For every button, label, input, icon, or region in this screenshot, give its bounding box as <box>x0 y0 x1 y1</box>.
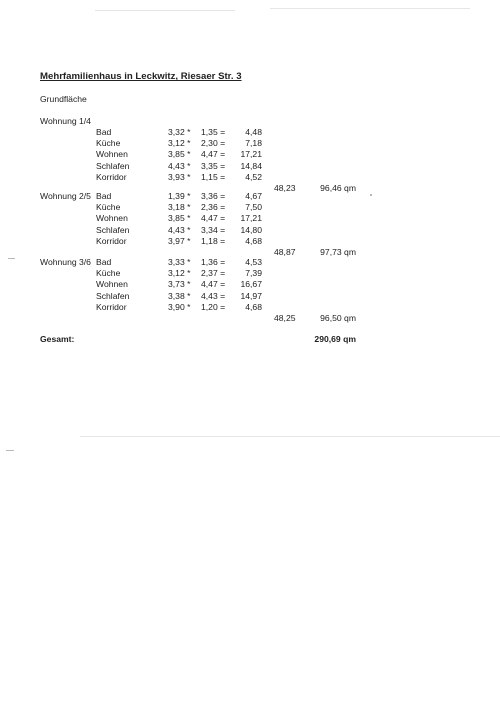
scan-artifact <box>370 194 372 196</box>
room-width: 3,32 * <box>168 127 191 137</box>
room-width: 4,43 * <box>168 160 191 171</box>
apartment-subtotal: 48,25 <box>274 313 296 323</box>
room-length: 1,35 = <box>201 127 226 137</box>
grand-total-value: 290,69 qm <box>314 334 356 344</box>
room-length: 4,47 = <box>201 279 226 290</box>
room-length: 1,36 = <box>201 257 226 267</box>
room-width: 3,12 * <box>168 138 191 149</box>
room-width: 3,18 * <box>168 202 191 213</box>
apartment-total: 96,50 qm <box>320 313 356 323</box>
scan-artifact <box>8 258 15 259</box>
scan-artifact <box>80 436 500 437</box>
room-name: Wohnen <box>96 149 128 160</box>
room-length: 4,47 = <box>201 149 226 160</box>
room-area: 14,80 <box>240 224 262 235</box>
apartment-total: 96,46 qm <box>320 183 356 193</box>
room-name: Wohnen <box>96 279 128 290</box>
scan-artifact <box>270 8 470 9</box>
room-name: Bad <box>96 191 112 201</box>
room-name: Küche <box>96 268 121 279</box>
room-length: 3,36 = <box>201 191 226 201</box>
grand-total-label: Gesamt: <box>40 334 75 344</box>
room-area: 7,18 <box>245 138 262 149</box>
room-length: 3,34 = <box>201 224 226 235</box>
scan-artifact <box>6 450 14 451</box>
room-area: 17,21 <box>240 213 262 224</box>
room-area: 4,67 <box>245 191 262 201</box>
room-area: 17,21 <box>240 149 262 160</box>
room-area: 4,68 <box>245 235 262 246</box>
room-width: 3,33 * <box>168 257 191 267</box>
room-area: 7,39 <box>245 268 262 279</box>
room-area: 14,84 <box>240 160 262 171</box>
apartment-subtotal: 48,87 <box>274 247 296 257</box>
room-name: Bad <box>96 127 112 137</box>
apartment-name: Wohnung 2/5 <box>40 191 91 201</box>
apartment-name: Wohnung 3/6 <box>40 257 91 267</box>
room-length: 1,20 = <box>201 301 226 312</box>
room-name: Korridor <box>96 301 127 312</box>
room-area: 4,53 <box>245 257 262 267</box>
room-name: Bad <box>96 257 112 267</box>
room-area: 4,52 <box>245 171 262 182</box>
room-area: 4,68 <box>245 301 262 312</box>
room-name: Korridor <box>96 235 127 246</box>
room-area: 16,67 <box>240 279 262 290</box>
scan-artifact <box>95 10 235 11</box>
room-name: Küche <box>96 202 121 213</box>
apartment-name: Wohnung 1/4 <box>40 116 91 126</box>
room-name: Küche <box>96 138 121 149</box>
document-title: Mehrfamilienhaus in Leckwitz, Riesaer Str. 3 <box>40 71 242 82</box>
room-area: 14,97 <box>240 290 262 301</box>
room-width: 3,90 * <box>168 301 191 312</box>
apartment-subtotal: 48,23 <box>274 183 296 193</box>
room-width: 3,73 * <box>168 279 191 290</box>
room-width: 3,85 * <box>168 213 191 224</box>
room-width: 3,12 * <box>168 268 191 279</box>
room-name: Wohnen <box>96 213 128 224</box>
room-width: 3,93 * <box>168 171 191 182</box>
apartment-total: 97,73 qm <box>320 247 356 257</box>
room-length: 4,47 = <box>201 213 226 224</box>
room-width: 3,85 * <box>168 149 191 160</box>
room-length: 1,15 = <box>201 171 226 182</box>
room-length: 3,35 = <box>201 160 226 171</box>
room-area: 4,48 <box>245 127 262 137</box>
room-name: Korridor <box>96 171 127 182</box>
room-length: 2,30 = <box>201 138 226 149</box>
room-area: 7,50 <box>245 202 262 213</box>
room-width: 4,43 * <box>168 224 191 235</box>
room-name: Schlafen <box>96 290 130 301</box>
room-width: 3,38 * <box>168 290 191 301</box>
room-name: Schlafen <box>96 160 130 171</box>
room-length: 4,43 = <box>201 290 226 301</box>
room-length: 2,36 = <box>201 202 226 213</box>
room-name: Schlafen <box>96 224 130 235</box>
room-length: 2,37 = <box>201 268 226 279</box>
room-width: 3,97 * <box>168 235 191 246</box>
section-label: Grundfläche <box>40 94 87 104</box>
room-length: 1,18 = <box>201 235 226 246</box>
room-width: 1,39 * <box>168 191 191 201</box>
